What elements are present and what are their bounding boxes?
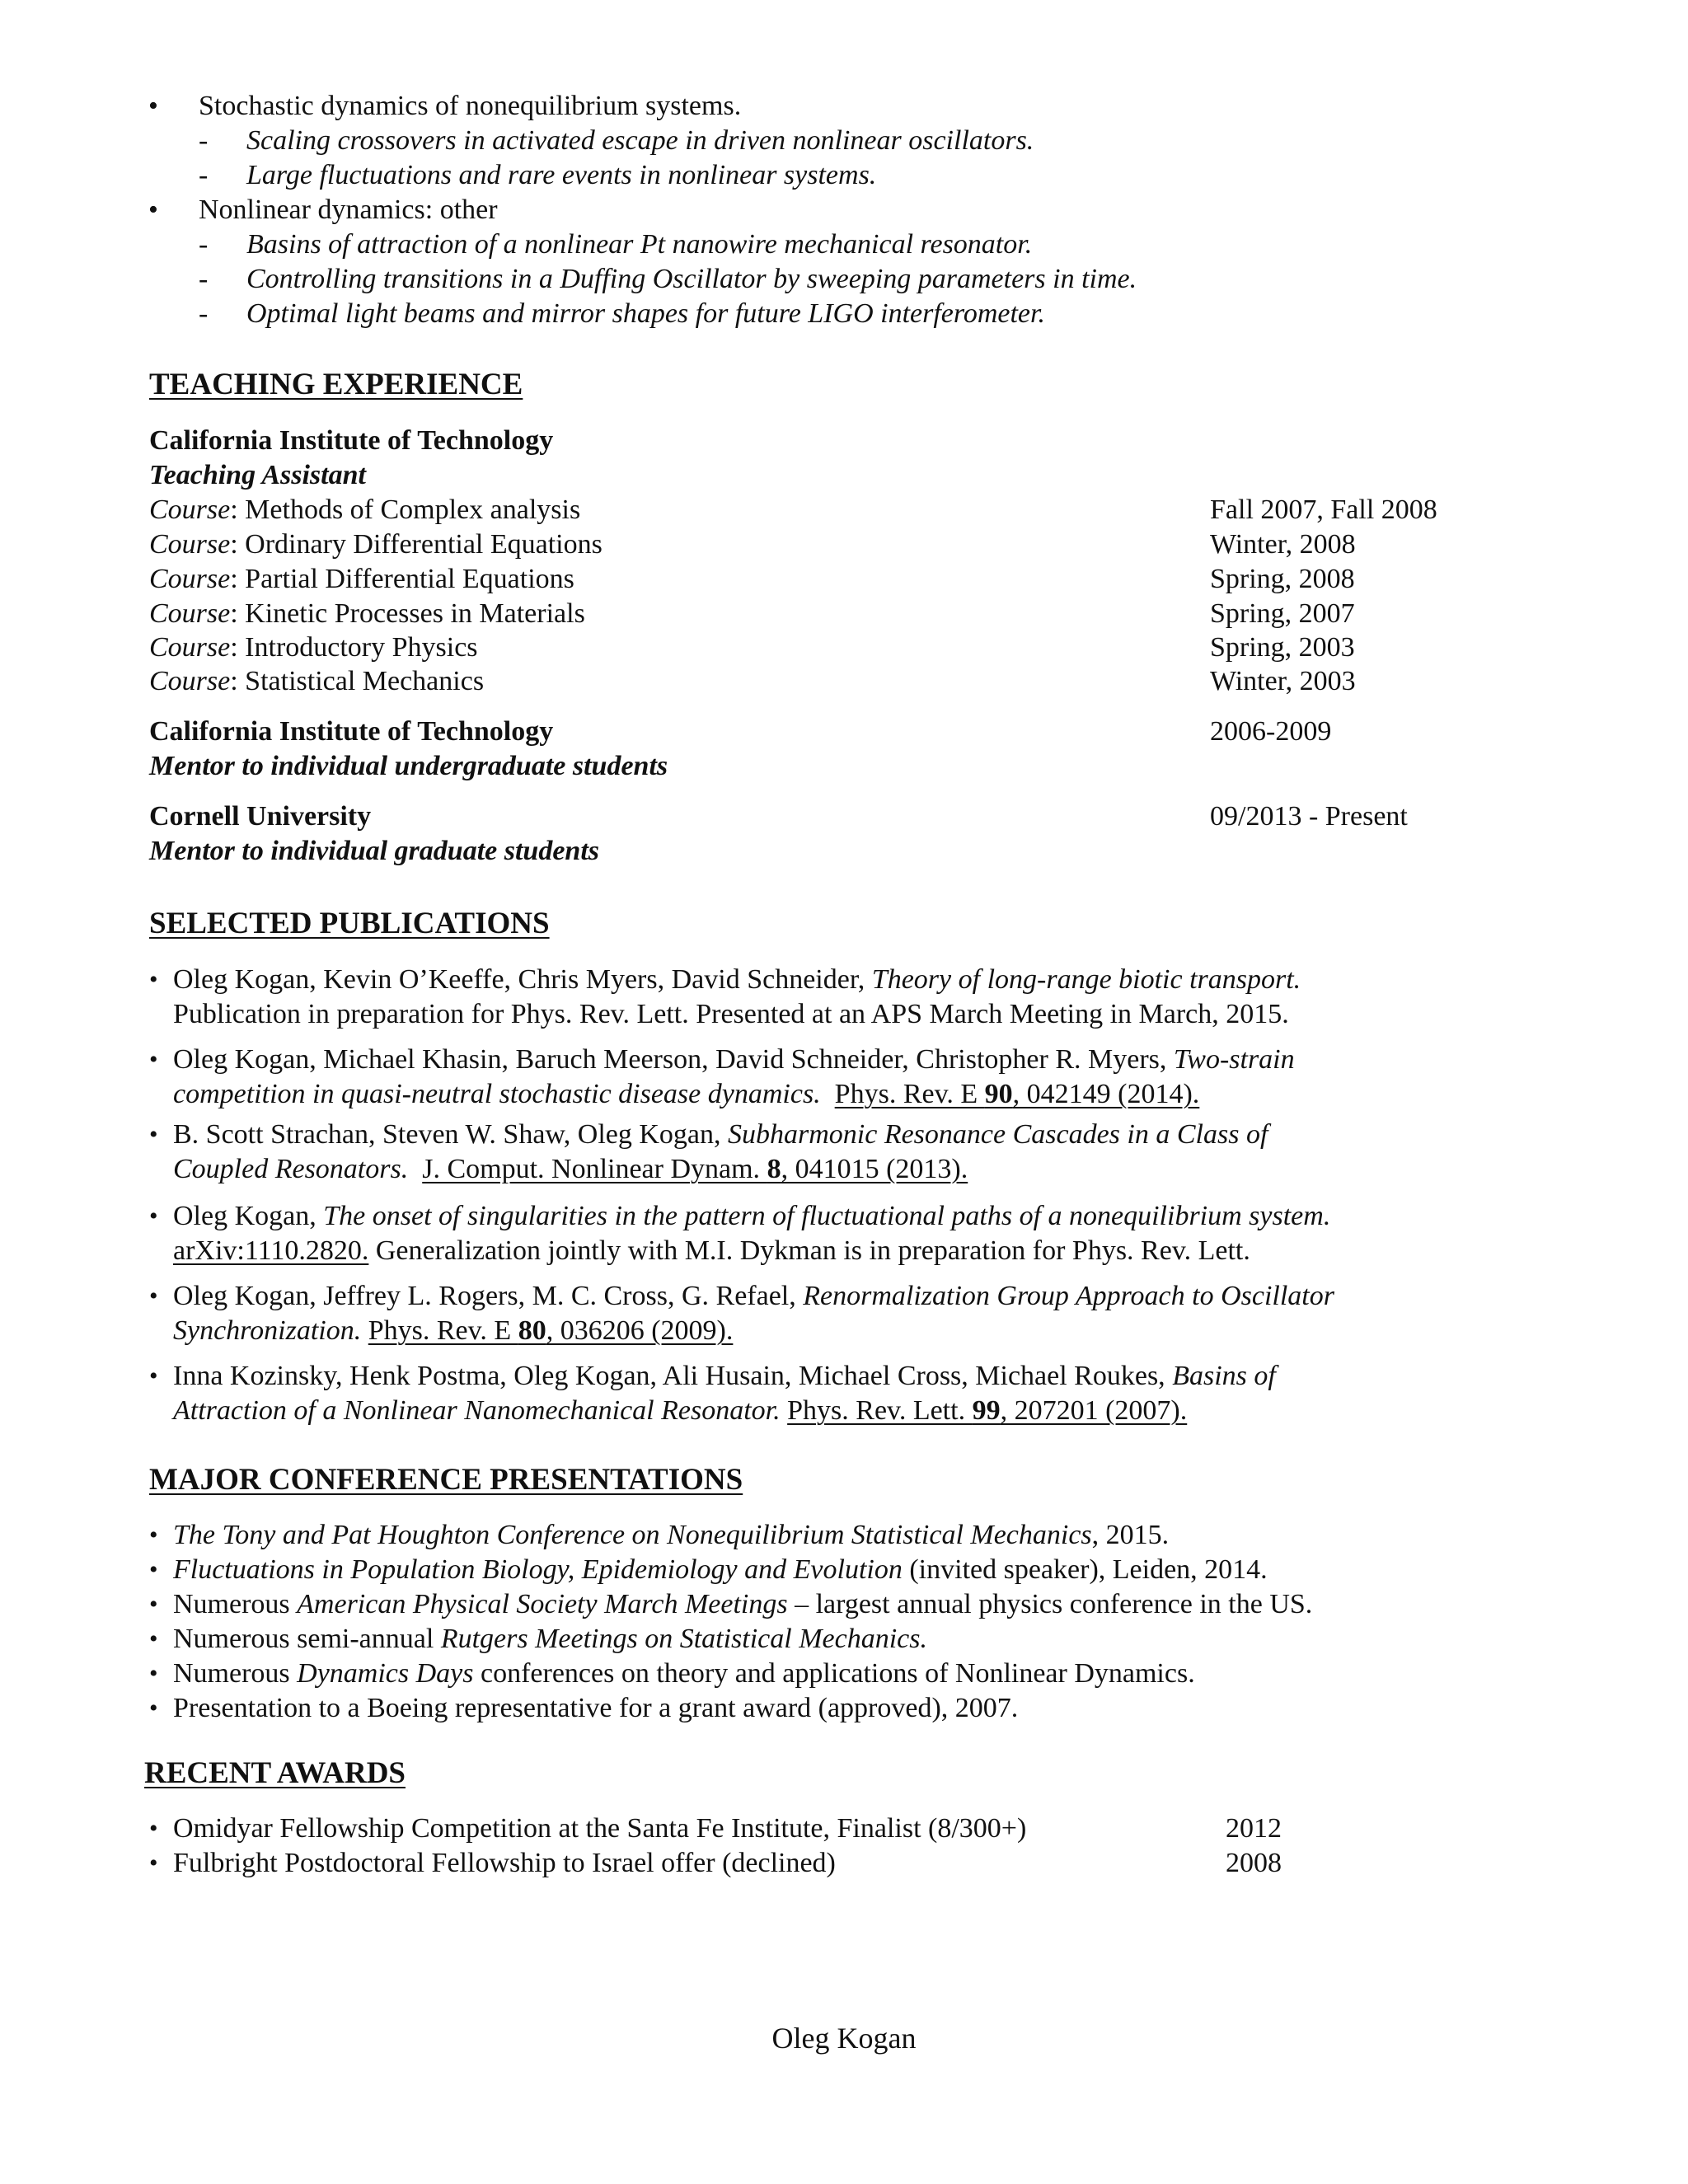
bullet-icon: • (149, 1121, 158, 1148)
conference-detail: Numerous semi-annual (173, 1624, 441, 1654)
publication-note: Generalization jointly with M.I. Dykman is in preparation for Phys. Rev. Lett. (368, 1235, 1250, 1266)
course-line (149, 664, 484, 699)
publication-reference[interactable]: J. Comput. Nonlinear Dynam. 8, 041015 (2013). (422, 1154, 968, 1184)
course-line (149, 562, 574, 597)
publication-authors: Inna Kozinsky, Henk Postma, Oleg Kogan, Ali Husain, Michael Cross, Michael Roukes, (173, 1361, 1173, 1391)
mentor-date: 2006-2009 (1210, 716, 1332, 747)
bullet-icon: • (149, 1202, 158, 1230)
research-subitem-text: Scaling crossovers in activated escape in driven nonlinear oscillators. (246, 125, 1034, 156)
course-date: Spring, 2007 (1210, 598, 1355, 629)
conference-detail: Presentation to a Boeing representative for a grant award (approved), 2007. (173, 1693, 1019, 1723)
bullet-icon: • (149, 1849, 158, 1877)
publication-note: Publication in preparation for Phys. Rev. Lett. Presented at an APS March Meeting in March, 2015. (173, 999, 1289, 1029)
award-text: Fulbright Postdoctoral Fellowship to Israel offer (declined) (173, 1848, 836, 1878)
course-name: : Kinetic Processes in Materials (230, 598, 585, 629)
course-prefix: Course (149, 564, 231, 594)
publication-authors: Oleg Kogan, Kevin O’Keeffe, Chris Myers, David Schneider, (173, 964, 872, 995)
publication-title: competition in quasi-neutral stochastic disease dynamics. (173, 1079, 821, 1109)
bullet-icon: • (148, 194, 158, 225)
bullet-icon: • (149, 1694, 158, 1722)
mentor-date: 09/2013 - Present (1210, 801, 1408, 832)
footer-name: Oleg Kogan (771, 2022, 917, 2055)
conference-title: Fluctuations in Population Biology, Epidemiology and Evolution (173, 1554, 903, 1585)
bullet-icon: • (149, 1362, 158, 1390)
institution-name: Cornell University (149, 801, 372, 832)
bullet-icon: • (149, 1556, 158, 1583)
dash-icon: - (199, 264, 209, 294)
publication-authors: Oleg Kogan, Michael Khasin, Baruch Meerson, David Schneider, Christopher R. Myers, (173, 1044, 1174, 1075)
course-date: Winter, 2003 (1210, 666, 1356, 696)
course-line (149, 597, 585, 631)
dash-icon: - (199, 125, 209, 156)
publication-title: Basins of (1172, 1361, 1276, 1391)
conference-detail: , 2015. (1091, 1520, 1170, 1550)
course-prefix: Course (149, 494, 231, 525)
course-date: Winter, 2008 (1210, 529, 1356, 560)
publication-authors: B. Scott Strachan, Steven W. Shaw, Oleg Kogan, (173, 1119, 728, 1150)
course-prefix: Course (149, 529, 231, 560)
bullet-icon: • (149, 1625, 158, 1652)
award-year: 2008 (1226, 1848, 1282, 1878)
bullet-icon: • (149, 1521, 158, 1549)
research-topic: Nonlinear dynamics: other (199, 194, 498, 225)
role-title: Mentor to individual graduate students (149, 836, 599, 866)
course-date: Spring, 2003 (1210, 632, 1355, 663)
publication-title: Synchronization. (173, 1315, 362, 1346)
publication-title: Renormalization Group Approach to Oscillator (803, 1281, 1334, 1311)
conference-title: The Tony and Pat Houghton Conference on Nonequilibrium Statistical Mechanics (173, 1520, 1092, 1550)
bullet-icon: • (149, 1046, 158, 1073)
course-date: Fall 2007, Fall 2008 (1210, 494, 1437, 525)
research-subitem-text: Basins of attraction of a nonlinear Pt nanowire mechanical resonator. (246, 229, 1033, 260)
course-name: : Methods of Complex analysis (230, 494, 581, 525)
bullet-icon: • (149, 1815, 158, 1842)
bullet-icon: • (148, 91, 158, 121)
institution-name: California Institute of Technology (149, 425, 554, 456)
course-line (149, 493, 580, 527)
conference-title: Dynamics Days (297, 1658, 474, 1689)
course-prefix: Course (149, 598, 231, 629)
publication-title: Coupled Resonators. (173, 1154, 409, 1184)
bullet-icon: • (149, 1591, 158, 1618)
award-year: 2012 (1226, 1813, 1282, 1844)
role-title: Teaching Assistant (149, 460, 366, 490)
conference-detail: (invited speaker), Leiden, 2014. (902, 1554, 1268, 1585)
role-title: Mentor to individual undergraduate students (149, 751, 668, 781)
publication-title: Subharmonic Resonance Cascades in a Class of (728, 1119, 1268, 1150)
bullet-icon: • (149, 1660, 158, 1687)
course-name: : Introductory Physics (230, 632, 478, 663)
publication-authors: Oleg Kogan, Jeffrey L. Rogers, M. C. Cross, G. Refael, (173, 1281, 804, 1311)
conference-title: American Physical Society March Meetings (297, 1589, 788, 1619)
award-text: Omidyar Fellowship Competition at the Santa Fe Institute, Finalist (8/300+) (173, 1813, 1027, 1844)
publication-reference[interactable]: arXiv:1110.2820. (173, 1235, 369, 1266)
course-line (149, 527, 603, 562)
course-date: Spring, 2008 (1210, 564, 1355, 594)
awards-heading: RECENT AWARDS (144, 1756, 406, 1790)
publication-reference[interactable]: Phys. Rev. E 80, 036206 (2009). (368, 1315, 734, 1346)
teaching-heading: TEACHING EXPERIENCE (149, 368, 523, 401)
publication-authors: Oleg Kogan, (173, 1201, 324, 1231)
research-subitem-text: Controlling transitions in a Duffing Oscillator by sweeping parameters in time. (246, 264, 1137, 294)
publication-title: Theory of long-range biotic transport. (871, 964, 1301, 995)
course-prefix: Course (149, 632, 231, 663)
conferences-heading: MAJOR CONFERENCE PRESENTATIONS (149, 1463, 743, 1497)
publication-title: Two-strain (1173, 1044, 1295, 1075)
dash-icon: - (199, 298, 209, 329)
publication-title: Attraction of a Nonlinear Nanomechanical Resonator. (173, 1395, 781, 1426)
research-subitem-text: Large fluctuations and rare events in nonlinear systems. (246, 160, 877, 190)
course-name: : Partial Differential Equations (230, 564, 574, 594)
conference-title: Rutgers Meetings on Statistical Mechanics. (440, 1624, 927, 1654)
publication-title: The onset of singularities in the pattern of fluctuational paths of a nonequilibrium system. (323, 1201, 1331, 1231)
course-line (149, 630, 478, 665)
publication-reference[interactable]: Phys. Rev. Lett. 99, 207201 (2007). (787, 1395, 1188, 1426)
publication-reference[interactable]: Phys. Rev. E 90, 042149 (2014). (834, 1079, 1200, 1109)
conference-detail: – largest annual physics conference in the US. (787, 1589, 1313, 1619)
course-name: : Statistical Mechanics (230, 666, 485, 696)
dash-icon: - (199, 160, 209, 190)
conference-detail: Numerous (173, 1589, 298, 1619)
bullet-icon: • (149, 966, 158, 993)
institution-name: California Institute of Technology (149, 716, 554, 747)
course-prefix: Course (149, 666, 231, 696)
conference-detail: Numerous (173, 1658, 298, 1689)
dash-icon: - (199, 229, 209, 260)
course-name: : Ordinary Differential Equations (230, 529, 603, 560)
research-subitem-text: Optimal light beams and mirror shapes for future LIGO interferometer. (246, 298, 1045, 329)
bullet-icon: • (149, 1282, 158, 1310)
research-topic: Stochastic dynamics of nonequilibrium systems. (199, 91, 742, 121)
publications-heading: SELECTED PUBLICATIONS (149, 907, 550, 940)
conference-detail: conferences on theory and applications of Nonlinear Dynamics. (473, 1658, 1195, 1689)
